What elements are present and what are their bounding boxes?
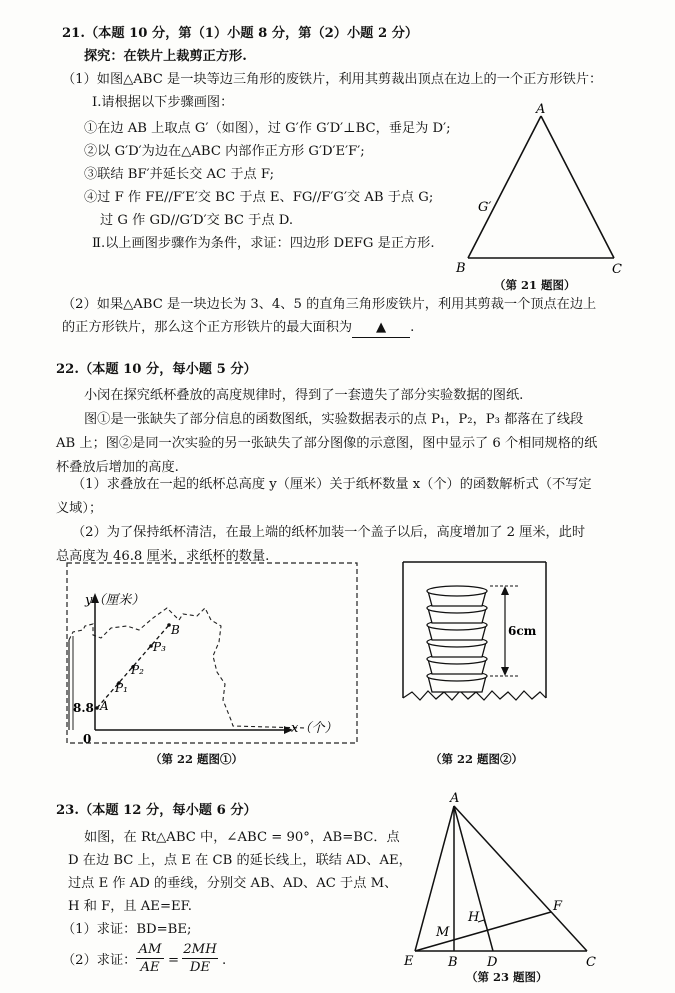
q23-label-A: A <box>450 791 460 806</box>
q21-triangle-figure <box>440 100 640 280</box>
q21-part2-text: 的正方形铁片，那么这个正方形铁片的最大面积为 <box>62 320 353 335</box>
q22-fig1-origin: 0 <box>83 732 92 746</box>
q22-line5: （1）求叠放在一起的纸杯总高度 y（厘米）关于纸杯数量 x（个）的函数解析式（不写定 <box>72 477 592 492</box>
q21-part2-end: . <box>410 320 415 335</box>
q22-fig1-y0: 8.8 <box>73 701 94 715</box>
q23-frac1-numerator: AM <box>136 942 164 959</box>
q22-line6: 义域）； <box>56 501 103 516</box>
q21-step-4: ④过 F 作 FE//F′E′交 BC 于点 E、FG//F′G′交 AB 于点 G; <box>84 190 434 205</box>
q21-step-5: 过 G 作 GD//G′D′交 BC 于点 D. <box>100 213 294 228</box>
q23-line3: 过点 E 作 AD 的垂线，分别交 AB、AD、AC 于点 M、 <box>68 876 398 891</box>
q21-step-3: ③联结 BF′并延长交 AC 于点 F; <box>84 167 275 182</box>
q23-label-H: H <box>468 910 480 925</box>
q23-label-E: E <box>404 954 414 969</box>
q22-line8: 总高度为 46.8 厘米，求纸杯的数量. <box>56 549 270 564</box>
q23-line2: D 在边 BC 上，点 E 在 CB 的延长线上，联结 AD、AE， <box>68 853 412 868</box>
q22-fig2-height-label: 6cm <box>508 624 537 638</box>
q23-frac2-numerator: 2MH <box>183 942 217 957</box>
q21-step-1: ①在边 AB 上取点 G′（如图），过 G′作 G′D′⊥BC，垂足为 D′; <box>84 121 451 136</box>
q21-label-A: A <box>536 102 546 117</box>
q22-figure2-caption: （第 22 题图②） <box>430 752 524 766</box>
q23-label-M: M <box>436 925 450 940</box>
q23-triangle-figure <box>400 790 610 970</box>
q22-figure1-caption: （第 22 题图①） <box>150 752 244 766</box>
q22-line2: 图①是一张缺失了部分信息的函数图纸，实验数据表示的点 P₁，P₂，P₃ 都落在了线段 <box>84 412 584 427</box>
q23-header: 23.（本题 12 分，每小题 6 分） <box>56 803 257 818</box>
q23-label-F: F <box>553 899 563 914</box>
q22-line1: 小闵在探究纸杯叠放的高度规律时，得到了一套遗失了部分实验数据的图纸. <box>84 388 524 403</box>
q21-step-II: Ⅱ.以上画图步骤作为条件，求证：四边形 DEFG 是正方形. <box>92 236 435 251</box>
q23-label-B: B <box>448 955 458 970</box>
q21-answer-blank: ▲ <box>352 319 410 338</box>
q22-fig1-label-A: A <box>100 699 109 713</box>
q21-label-C: C <box>612 262 622 277</box>
q22-line4: 杯叠放后增加的高度. <box>56 460 179 475</box>
q21-part2-line2 <box>62 319 414 338</box>
q22-fig1-ylabel: y（厘米） <box>85 593 145 608</box>
q22-line7: （2）为了保持纸杯清洁，在最上端的纸杯加装一个盖子以后，高度增加了 2 厘米，此时 <box>72 525 586 540</box>
q23-equals: = <box>168 953 180 968</box>
q22-header: 22.（本题 10 分，每小题 5 分） <box>56 362 257 377</box>
q22-fig1-label-P1: P₁ <box>115 681 128 695</box>
q21-part2-line1: （2）如果△ABC 是一块边长为 3、4、5 的直角三角形废铁片，利用其剪裁一个顶点在边上 <box>62 297 597 312</box>
q23-label-C: C <box>586 955 596 970</box>
q21-figure-caption: （第 21 题图） <box>494 278 576 292</box>
q23-figure-caption: （第 23 题图） <box>466 970 548 984</box>
q23-line1: 如图，在 Rt△ABC 中，∠ABC = 90°，AB=BC．点 <box>84 830 400 845</box>
q22-line3: AB 上；图②是同一次实验的另一张缺失了部分图像的示意图，图中显示了 6 个相同规格的纸 <box>56 436 598 451</box>
q23-end: . <box>222 953 227 968</box>
q22-figure1 <box>55 560 365 750</box>
q22-figure2 <box>400 560 550 740</box>
q23-part2-text: （2）求证： <box>62 953 137 968</box>
q23-line4: H 和 F，且 AE=EF. <box>68 899 192 914</box>
q21-label-G: G′ <box>478 200 492 215</box>
q21-step-I: Ⅰ.请根据以下步骤画图： <box>92 95 234 110</box>
q21-header: 21.（本题 10 分，第（1）小题 8 分，第（2）小题 2 分） <box>62 26 419 41</box>
q23-frac1-denominator: AE <box>140 960 160 975</box>
q22-fig1-xlabel: x（个） <box>291 721 338 736</box>
q23-fraction-1 <box>136 942 164 976</box>
q21-theme: 探究：在铁片上裁剪正方形. <box>84 49 247 64</box>
q22-fig1-label-B: B <box>171 623 180 637</box>
q21-part1: （1）如图△ABC 是一块等边三角形的废铁片，利用其剪裁出顶点在边上的一个正方形铁片： <box>62 72 603 87</box>
q22-fig1-label-P2: P₂ <box>131 663 144 677</box>
q21-label-B: B <box>456 261 466 276</box>
q21-step-2: ②以 G′D′为边在△ABC 内部作正方形 G′D′E′F′; <box>84 144 365 159</box>
q23-part1: （1）求证：BD=BE; <box>62 922 192 937</box>
q23-frac2-denominator: DE <box>189 960 211 975</box>
q23-fraction-2 <box>182 942 218 976</box>
q23-label-D: D <box>487 955 498 970</box>
q22-fig1-label-P3: P₃ <box>153 640 166 654</box>
